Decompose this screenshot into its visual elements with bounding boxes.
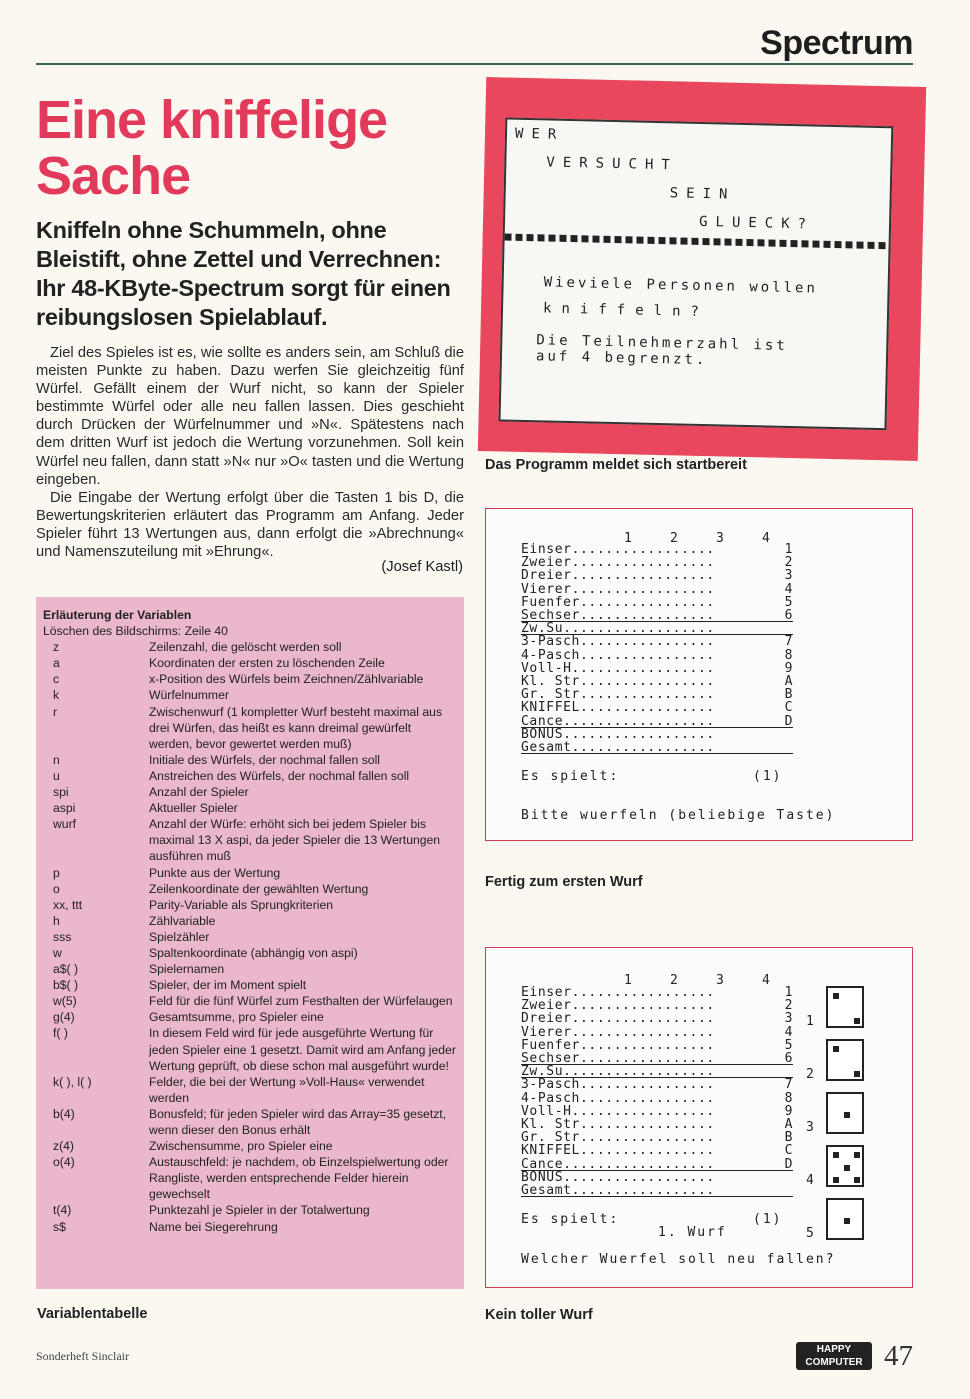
score-key: B [784, 1130, 793, 1146]
score-key: 8 [784, 1090, 793, 1106]
score-label: Cance [521, 713, 564, 729]
column-2: 2 [670, 531, 678, 546]
variable-name: p [53, 865, 60, 880]
variable-description: Zwischensumme, pro Spieler eine [149, 1139, 333, 1154]
variable-description: Feld für die fünf Würfel zum Festhalten der Würfelaugen [149, 994, 453, 1009]
score-label: Fuenfer [521, 594, 580, 610]
variable-description: Spielzähler [149, 929, 210, 944]
variable-row [43, 929, 456, 945]
variables-title: Erläuterung der Variablen [43, 608, 192, 622]
score-label: Kl. Str [521, 674, 580, 689]
column-3: 3 [716, 973, 724, 988]
dot-leader: ................. [571, 1011, 715, 1027]
die-pip [833, 1046, 839, 1052]
subhead: Kniffeln ohne Schummeln, ohne Bleistift, ohne Zettel und Verrechnen: Ihr 48-KByte-Spectrum sorgt für einen reibungslosen Spielablauf. [36, 217, 451, 330]
variable-row [43, 800, 456, 816]
variable-description: Koordinaten der ersten zu löschenden Zeile [149, 656, 385, 671]
article-body [36, 344, 464, 561]
score-row [521, 1184, 793, 1197]
variable-row [43, 687, 456, 703]
score-key: 5 [784, 1037, 793, 1053]
score-row [521, 583, 793, 596]
score-key: A [784, 1117, 793, 1132]
dot-leader: .................. [563, 726, 715, 742]
variable-description: Parity-Variable als Sprungkriterien [149, 897, 334, 912]
die-face-icon [826, 1039, 864, 1081]
score-key: 3 [784, 568, 793, 584]
variable-row [43, 1138, 456, 1154]
status-line [521, 769, 783, 784]
variable-description: x-Position des Würfels beim Zeichnen/Zählvariable [149, 672, 424, 687]
variable-description: Name bei Siegerehrung [149, 1219, 278, 1234]
score-label: Kl. Str [521, 1117, 580, 1132]
screenshot-border [478, 77, 926, 461]
score-label: Vierer [521, 581, 572, 597]
screen-note-2: auf 4 begrenzt. [535, 348, 708, 369]
caption-screen-1: Das Programm meldet sich startbereit [485, 457, 747, 473]
dot-leader: ................ [580, 1117, 715, 1132]
score-row [521, 688, 793, 701]
variable-row [43, 993, 456, 1009]
variable-name: k [53, 688, 60, 703]
variable-description: Bonusfeld; für jeden Spieler wird das Array=35 gesetzt, wenn dieser den Bonus erhält [149, 1106, 447, 1137]
score-row [521, 596, 793, 609]
variable-description: Würfelnummer [149, 688, 229, 703]
score-label: Einser [521, 542, 572, 557]
headline-line-1: Eine kniffelige [36, 90, 388, 150]
variable-name: r [53, 704, 58, 719]
paragraph-1: Ziel des Spieles ist es, wie sollte es anders sein, am Schluß die meisten Punkte zu haben. Dazu werfen Sie gleichzeitig fünf Würfel. Gefällt einem der Wurf nicht, so kann der Spieler bestimmte Würfel oder alle neu fallen lassen. Dies geschieht durch Drücken der Würfelnummer und »N«. Spätestens nach dem dritten Wurf ist jedoch die Wertung vorzunehmen. Soll kein Würfel neu fallen, dann statt »N« nur »O« tasten und die Wertung eingeben. [36, 345, 464, 488]
dot-leader: ................. [571, 1024, 715, 1040]
score-key: D [784, 713, 793, 729]
variable-description: Punkte aus der Wertung [149, 865, 281, 880]
score-row [521, 649, 793, 662]
variable-description: Zwischenwurf (1 kompletter Wurf besteht maximal aus drei Würfen, das heißt es kann dreimal gewürfelt werden, bevor gewertet werden muß) [149, 704, 443, 751]
variable-description: Anstreichen des Würfels, der nochmal fallen soll [149, 768, 410, 783]
score-label: Sechser [521, 1051, 580, 1066]
score-label: Gr. Str [521, 687, 580, 703]
score-row [521, 728, 793, 741]
magazine-logo: HAPPY COMPUTER [796, 1342, 872, 1370]
variable-description: Spieler, der im Moment spielt [149, 978, 307, 993]
score-row [521, 1158, 793, 1171]
score-key: 9 [784, 1103, 793, 1119]
score-label: Zw.Su. [521, 1064, 572, 1080]
dot-leader: ................ [580, 1143, 715, 1159]
die-pip [833, 1152, 839, 1158]
page-number: 47 [884, 1340, 913, 1372]
score-label: 3-Pasch [521, 1077, 580, 1093]
variables-subtitle: Löschen des Bildschirms: Zeile 40 [43, 624, 228, 639]
player-number: (1) [753, 769, 783, 784]
status-label: Es spielt: [521, 769, 620, 784]
variable-row [43, 865, 456, 881]
score-label: BONUS [521, 726, 564, 742]
dot-leader: ................ [580, 1103, 715, 1119]
variable-name: z [53, 640, 60, 655]
caption-screen-3: Kein toller Wurf [485, 1307, 593, 1323]
score-label: Fuenfer [521, 1037, 580, 1053]
score-row [521, 569, 793, 582]
screen-question-2: kniffeln? [542, 300, 710, 321]
score-label: KNIFFEL [521, 700, 580, 716]
variable-row [43, 768, 456, 784]
score-label: Zweier [521, 998, 572, 1014]
variable-name: c [53, 672, 60, 687]
score-key: 4 [784, 1024, 793, 1040]
variable-description: Anzahl der Spieler [149, 785, 249, 800]
score-key: 2 [784, 998, 793, 1014]
footer-publication: Sonderheft Sinclair [36, 1349, 129, 1363]
die-number: 5 [806, 1226, 814, 1241]
score-key: A [784, 674, 793, 689]
variable-name: t(4) [53, 1203, 72, 1218]
column-3: 3 [716, 531, 724, 546]
variable-row [43, 704, 456, 752]
score-key: 2 [784, 555, 793, 571]
score-label: Gr. Str [521, 1130, 580, 1146]
screenshot-scoreboard-ready [485, 508, 913, 841]
score-row [521, 556, 793, 569]
score-label: Dreier [521, 1011, 572, 1027]
dot-leader: ................. [571, 740, 715, 755]
score-row [521, 635, 793, 648]
variable-name: xx, ttt [53, 897, 83, 912]
throw-number: 1. Wurf [658, 1225, 727, 1240]
dot-leader: ................. [571, 1064, 715, 1080]
status-label: Es spielt: [521, 1212, 620, 1227]
variable-description: Zeilenkoordinate der gewählten Wertung [149, 881, 369, 896]
headline [36, 92, 476, 204]
score-row [521, 1171, 793, 1184]
dot-leader: ................. [571, 998, 715, 1014]
column-4: 4 [762, 973, 770, 988]
score-label: Dreier [521, 568, 572, 584]
screen-line-versucht: VERSUCHT [546, 154, 678, 174]
variable-name: aspi [53, 801, 76, 816]
variable-row [43, 881, 456, 897]
score-label: Voll-H. [521, 1103, 580, 1119]
score-label: Sechser [521, 608, 580, 623]
variable-row [43, 784, 456, 800]
dot-leader: ................ [580, 634, 715, 650]
score-label: Zweier [521, 555, 572, 571]
variable-row [43, 655, 456, 671]
dot-leader: ................ [580, 1130, 715, 1146]
score-label: Cance [521, 1156, 564, 1172]
dot-leader: ................. [571, 568, 715, 584]
dot-leader: ................ [580, 594, 715, 610]
prompt-line: Welcher Wuerfel soll neu fallen? [521, 1252, 836, 1267]
score-row [521, 662, 793, 675]
score-key: 8 [784, 647, 793, 663]
variable-name: n [53, 752, 60, 767]
score-key: 1 [784, 542, 793, 557]
variable-row [43, 913, 456, 929]
screen-question-1: Wieviele Personen wollen [543, 274, 819, 297]
score-row [521, 999, 793, 1012]
score-key: 5 [784, 594, 793, 610]
die-pip [833, 993, 839, 999]
screen-line-glueck: GLUECK? [698, 213, 815, 233]
dot-leader: ................ [580, 1037, 715, 1053]
variable-row [43, 1106, 456, 1138]
caption-screen-2: Fertig zum ersten Wurf [485, 874, 643, 890]
variable-row [43, 1219, 456, 1235]
author: (Josef Kastl) [381, 559, 463, 575]
score-key: 9 [784, 660, 793, 676]
dot-leader: .................. [563, 1169, 715, 1185]
die-face-icon [826, 1145, 864, 1187]
variable-name: a [53, 656, 60, 671]
score-label: KNIFFEL [521, 1143, 580, 1159]
dot-leader: ................. [571, 621, 715, 637]
die-pip [844, 1112, 850, 1118]
dot-leader: .................. [563, 713, 715, 729]
variable-description: Zählvariable [149, 913, 216, 928]
score-row [521, 1092, 793, 1105]
variable-row [43, 945, 456, 961]
dot-leader: ................ [580, 660, 715, 676]
dot-leader: ................ [580, 1077, 715, 1093]
score-label: 4-Pasch [521, 647, 580, 663]
die-face-icon [826, 1092, 864, 1134]
variable-row [43, 977, 456, 993]
score-label: Voll-H. [521, 660, 580, 676]
screen-dotted-line [505, 234, 889, 250]
score-key: B [784, 687, 793, 703]
variable-row [43, 639, 456, 655]
column-2: 2 [670, 973, 678, 988]
screen-note-1: Die Teilnehmerzahl ist [536, 332, 788, 354]
variable-row [43, 1202, 456, 1218]
dot-leader: ................ [580, 674, 715, 689]
variable-description: Aktueller Spieler [149, 801, 238, 816]
score-row [521, 1078, 793, 1091]
die-face-icon [826, 986, 864, 1028]
score-row [521, 1012, 793, 1025]
screen-line-sein: SEIN [669, 185, 736, 203]
variable-name: w [53, 945, 62, 960]
dot-leader: ................. [571, 555, 715, 571]
variable-name: b$( ) [53, 978, 79, 993]
variable-name: u [53, 768, 60, 783]
variable-row [43, 897, 456, 913]
variable-description: Felder, die bei der Wertung »Voll-Haus« verwendet werden [149, 1074, 425, 1105]
die-number: 1 [806, 1014, 814, 1029]
die-number: 2 [806, 1067, 814, 1082]
score-key: 6 [784, 1051, 793, 1066]
variable-description: Initiale des Würfels, der nochmal fallen soll [149, 752, 380, 767]
variable-name: w(5) [53, 994, 77, 1009]
score-label: Zw.Su. [521, 621, 572, 637]
status-line [521, 1212, 783, 1227]
die-pip [854, 1177, 860, 1183]
score-key: 1 [784, 985, 793, 1000]
die-pip [844, 1218, 850, 1224]
score-row [521, 622, 793, 635]
variable-name: a$( ) [53, 962, 79, 977]
variable-description: Spaltenkoordinate (abhängig von aspi) [149, 945, 358, 960]
score-row [521, 1065, 793, 1078]
score-label: Gesamt [521, 1183, 572, 1198]
variable-description: Spielernamen [149, 962, 225, 977]
variable-row [43, 1154, 456, 1202]
headline-line-2: Sache [36, 146, 191, 206]
score-label: BONUS [521, 1169, 564, 1185]
variable-name: b(4) [53, 1106, 75, 1121]
score-label: 3-Pasch [521, 634, 580, 650]
variable-row [43, 752, 456, 768]
die-pip [833, 1177, 839, 1183]
dot-leader: ................. [571, 542, 715, 557]
variable-name: k( ), l( ) [53, 1074, 92, 1089]
dot-leader: ................ [580, 687, 715, 703]
variables-rows [43, 639, 456, 1234]
variable-name: g(4) [53, 1010, 75, 1025]
dot-leader: ................ [580, 608, 715, 623]
variable-name: o(4) [53, 1155, 75, 1170]
score-row [521, 1144, 793, 1157]
variable-name: o [53, 881, 60, 896]
variable-name: wurf [53, 817, 77, 832]
screenshot-start [478, 77, 926, 461]
dot-leader: ................ [580, 1051, 715, 1066]
die-pip [854, 1152, 860, 1158]
die-face-icon [826, 1198, 864, 1240]
paragraph-2: Die Eingabe der Wertung erfolgt über die Tasten 1 bis D, die Bewertungskriterien erläutert das Programm am Anfang. Jeder Spieler führt 13 Wertungen aus, dann erfolgt die »Abrechnung« und Namenszuteilung mit »Ehrung«. [36, 489, 464, 561]
variable-name: sss [53, 929, 72, 944]
score-key: 7 [784, 634, 793, 650]
prompt-line: Bitte wuerfeln (beliebige Taste) [521, 808, 836, 823]
screen-start [498, 118, 893, 431]
score-key: C [784, 700, 793, 716]
variable-description: Zeilenzahl, die gelöscht werden soll [149, 640, 342, 655]
die-pip [854, 1071, 860, 1077]
dot-leader: ................. [571, 1183, 715, 1198]
score-key: 6 [784, 608, 793, 623]
variable-row [43, 1009, 456, 1025]
dot-leader: ................. [571, 985, 715, 1000]
variable-row [43, 816, 456, 864]
column-4: 4 [762, 531, 770, 546]
variable-row [43, 671, 456, 687]
dot-leader: ................. [571, 581, 715, 597]
variable-name: f( ) [53, 1026, 68, 1041]
variable-name: h [53, 913, 60, 928]
score-key: 7 [784, 1077, 793, 1093]
variable-description: Austauschfeld: je nachdem, ob Einzelspielwertung oder Rangliste, werden entsprechende Felder hierein gewechselt [149, 1155, 449, 1202]
column-1: 1 [624, 973, 632, 988]
die-number: 3 [806, 1120, 814, 1135]
dot-leader: ................ [580, 700, 715, 716]
player-number: (1) [753, 1212, 783, 1227]
caption-variables: Variablentabelle [37, 1306, 148, 1322]
score-label: 4-Pasch [521, 1090, 580, 1106]
variable-name: spi [53, 785, 69, 800]
score-row [521, 741, 793, 754]
score-key: 4 [784, 581, 793, 597]
score-key: C [784, 1143, 793, 1159]
score-row [521, 1026, 793, 1039]
variables-table [36, 597, 464, 1289]
die-pip [844, 1165, 850, 1171]
score-row [521, 1131, 793, 1144]
die-pip [854, 1018, 860, 1024]
score-label: Gesamt [521, 740, 572, 755]
dot-leader: ................ [580, 1090, 715, 1106]
variable-row [43, 961, 456, 977]
score-key: 3 [784, 1011, 793, 1027]
screenshot-scoreboard-throw [485, 947, 913, 1288]
variable-row [43, 1025, 456, 1073]
variable-description: Punktezahl je Spieler in der Totalwertung [149, 1203, 370, 1218]
screen-line-wer: WER [514, 125, 565, 143]
die-number: 4 [806, 1173, 814, 1188]
score-label: Vierer [521, 1024, 572, 1040]
column-1: 1 [624, 531, 632, 546]
score-row [521, 1039, 793, 1052]
dot-leader: ................ [580, 647, 715, 663]
variable-description: In diesem Feld wird für jede ausgeführte Wertung für jeden Spieler eine 1 gesetzt. Damit wird am Anfang jeder Wertung geprüft, ob diese schon mal ausgeführt wurde! [149, 1026, 456, 1073]
score-row [521, 715, 793, 728]
header-rule [36, 63, 913, 65]
score-label: Einser [521, 985, 572, 1000]
variable-name: z(4) [53, 1139, 74, 1154]
dot-leader: .................. [563, 1156, 715, 1172]
score-key: D [784, 1156, 793, 1172]
variable-description: Anzahl der Würfe: erhöht sich bei jedem Spieler bis maximal 13 X aspi, da jeder Spieler die 13 Wertungen ausführen muß [149, 817, 441, 864]
section-title: Spectrum [760, 24, 913, 62]
variable-description: Gesamtsumme, pro Spieler eine [149, 1010, 324, 1025]
variable-name: s$ [53, 1219, 66, 1234]
score-row [521, 1105, 793, 1118]
variable-row [43, 1074, 456, 1106]
score-row [521, 701, 793, 714]
